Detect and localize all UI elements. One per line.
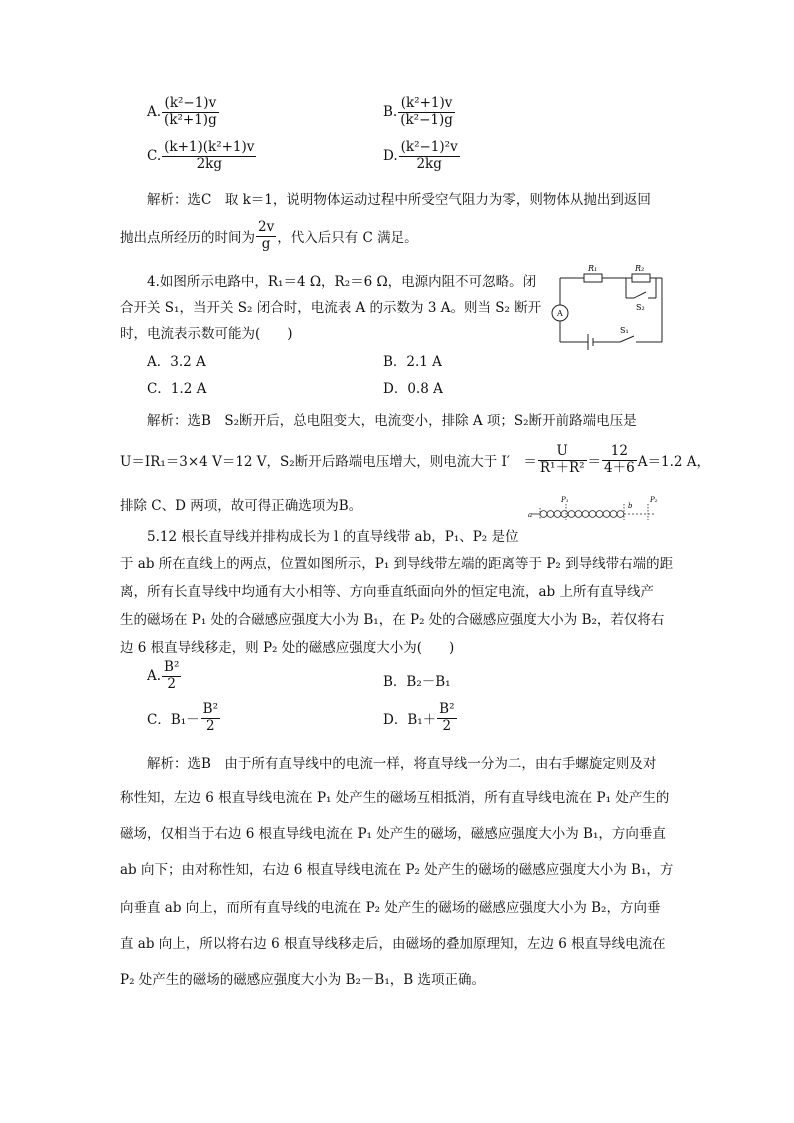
q5-answer-line-5: 向垂直 ab 向上，而所有直导线的电流在 P₂ 处产生的磁场的磁感应强度大小为 B₂，方向垂 [120,900,661,916]
q5-option-a-fraction: $\frac{\text{B²}}{2}$ [164,659,180,692]
q4-option-b: B．2.1 A [383,354,442,370]
wire-coil [540,511,547,518]
q4-stem-line-1: 4.如图所示电路中，R₁＝4 Ω，R₂＝6 Ω，电源内阻不可忽略。闭 [147,274,537,290]
label-b: b [628,502,633,510]
resistor-r2 [632,274,650,282]
wire-coil [568,511,575,518]
wire-coil [589,511,596,518]
wire-coil [603,511,610,518]
q5-option-c: C．B₁－ $\frac{\text{B²}}{2}$ [147,701,219,734]
wire-strip-diagram [528,494,668,524]
q5-answer-line-2: 称性知，左边 6 根直导线电流在 P₁ 处产生的磁场互相抵消，所有直导线电流在 P₁ 处产生的 [120,790,670,806]
q5-answer-line-7: P₂ 处产生的磁场的磁感应强度大小为 B₂－B₁，B 选项正确。 [120,972,485,988]
q3-answer-fraction: $\frac{2v}{g}$ [258,219,275,252]
q5-stem-line-5: 边 6 根直导线移走，则 P₂ 处的磁感应强度大小为( ) [120,640,455,656]
q5-stem-line-1: 5.12 根长直导线并排构成长为 l 的直导线带 ab，P₁、P₂ 是位 [147,529,519,545]
q4-stem-line-2: 合开关 S₁，当开关 S₂ 闭合时，电流表 A 的示数为 3 A。则当 S₂ 断开 [120,300,542,316]
label-s2: S₂ [636,303,645,312]
q3-option-b-fraction: $\frac{\text{(k²+1)v}}{\text{(k²−1)g}}$ [400,95,453,128]
q3-option-d-fraction: $\frac{\text{(k²−1)²v}}{2kg}$ [400,139,458,172]
q4-answer-line-3: 排除 C、D 两项，故可得正确选项为B。 [120,498,363,514]
label-a: a [528,511,533,519]
q4-answer-line-1: 解析：选B S₂断开后，总电阻变大，电流变小，排除 A 项；S₂断开前路端电压是 [147,413,637,429]
q5-option-a: A. $\frac{\text{B²}}{2}$ [147,659,180,692]
q5-option-b: B．B₂－B₁ [383,674,451,690]
q4-option-c: C．1.2 A [147,381,207,397]
label-s1: S₁ [620,326,629,335]
q3-option-b: B. $\frac{\text{(k²+1)v}}{\text{(k²−1)g}}$ [383,95,453,128]
q5-stem-line-2: 于 ab 所在直线上的两点，位置如图所示，P₁ 到导线带左端的距离等于 P₂ 到导线带右端的距 [120,556,674,572]
q3-option-c-fraction: $\frac{\text{(k+1)(k²+1)v}}{2kg}$ [164,139,255,172]
wire-coil [561,511,568,518]
circuit-diagram [548,262,674,352]
q4-answer-fraction-1: $\frac{U}{\text{R¹＋R²}}$ [539,443,585,476]
label-r2: R₂ [635,264,645,273]
switch-s1 [620,336,634,342]
q5-option-d-fraction: $\frac{\text{B²}}{2}$ [439,701,455,734]
wire-coil [547,511,554,518]
wire-coils [540,511,624,518]
q4-answer-fraction-2: $\frac{12}{4+6}$ [604,443,635,476]
label-r1: R₁ [588,264,598,273]
q5-option-c-fraction: $\frac{\text{B²}}{2}$ [202,701,219,734]
wire-coil [582,511,589,518]
q3-option-c: C. $\frac{\text{(k+1)(k²+1)v}}{2kg}$ [147,139,255,172]
q4-option-a: A．3.2 A [147,354,206,370]
q3-option-d: D. $\frac{\text{(k²−1)²v}}{2kg}$ [383,139,458,172]
q5-answer-line-3: 磁场，仅相当于右边 6 根直导线电流在 P₁ 处产生的磁场，磁感应强度大小为 B₁，方向垂直 [120,826,666,842]
q5-answer-line-6: 直 ab 向上，所以将右边 6 根直导线移走后，由磁场的叠加原理知，左边 6 根直导线电流在 [120,936,666,952]
wire-coil [554,511,561,518]
q3-option-a-fraction: $\frac{\text{(k²−1)v}}{\text{(k²+1)g}}$ [164,95,217,128]
label-ammeter: A [557,309,563,318]
label-p1: P₁ [561,496,569,504]
q3-answer-line-2: 抛出点所经历的时间为 $\frac{2v}{g}$ ，代入后只有 C 满足。 [120,219,418,252]
q3-answer-line-1: 解析：选C 取 k＝1，说明物体运动过程中所受空气阻力为零，则物体从抛出到返回 [147,192,651,208]
resistor-r1 [584,274,602,282]
wire-coil [575,511,582,518]
q5-option-d: D．B₁＋ $\frac{\text{B²}}{2}$ [383,701,455,734]
q3-option-a: A. $\frac{\text{(k²−1)v}}{\text{(k²+1)g}}$ [147,95,217,128]
switch-s2 [634,292,646,298]
wire-coil [596,511,603,518]
q4-stem-line-3: 时，电流表示数可能为( ) [120,326,293,342]
wire-coil [617,511,624,518]
q5-stem-line-4: 生的磁场在 P₁ 处的合磁感应强度大小为 B₁，在 P₂ 处的合磁感应强度大小为 B₂，若仅将右 [120,612,665,628]
q5-answer-line-1: 解析：选B 由于所有直导线中的电流一样，将直导线一分为二，由右手螺旋定则及对 [147,756,657,772]
label-p2: P₂ [650,496,658,504]
q5-stem-line-3: 离，所有长直导线中均通有大小相等、方向垂直纸面向外的恒定电流，ab 上所有直导线产 [120,584,654,600]
q4-option-d: D．0.8 A [383,381,443,397]
q4-answer-line-2: U＝IR₁＝3×4 V＝12 V，S₂断开后路端电压增大，则电流大于 I′ ＝ $\frac{U}{\text{R¹＋R²}}$ ＝ $\frac{12}{4+6}$ A＝1.2 A， [120,443,710,476]
q5-answer-line-4: ab 向下；由对称性知，右边 6 根直导线电流在 P₂ 处产生的磁场的磁感应强度大小为 B₁，方 [120,862,674,878]
wire-coil [610,511,617,518]
